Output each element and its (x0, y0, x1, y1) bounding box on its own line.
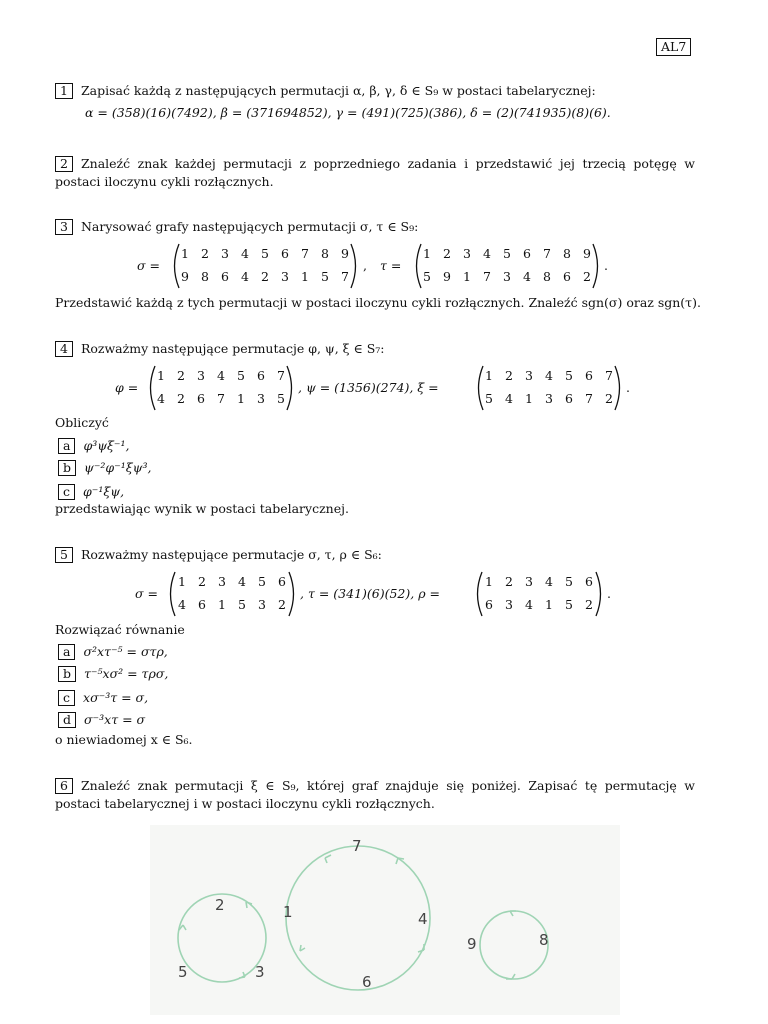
phi-matrix (146, 364, 296, 412)
problem-5-intro-text: Rozważmy następujące permutacje σ, τ, ρ ∈ S₆: (80, 547, 382, 562)
matrix-cell: 4 (157, 391, 165, 406)
matrix-cell: 5 (565, 574, 573, 589)
sigma-top-row (175, 246, 355, 261)
matrix-cell: 1 (178, 574, 186, 589)
item-b-expr: ψ⁻²φ⁻¹ξψ³, (84, 460, 152, 475)
item5-c-tag: c (58, 690, 75, 706)
matrix-cell: 6 (278, 574, 286, 589)
matrix-cell: 5 (321, 269, 329, 284)
item5-d-tag: d (58, 712, 76, 728)
problem-2-text: Znaleźć znak każdej permutacji z poprzedniego zadania i przedstawić jej trzecią potęgę w postaci iloczynu cykli rozłącznych. (55, 156, 695, 189)
sigma-label: σ = (137, 258, 160, 273)
item5-a-tag: a (58, 644, 75, 660)
problem-4-item-c (58, 484, 124, 500)
matrix-cell: 3 (258, 597, 266, 612)
matrix-cell: 1 (485, 574, 493, 589)
matrix-cell: 2 (278, 597, 286, 612)
sigma5-bottom-row (172, 597, 292, 612)
matrix-cell: 8 (321, 246, 329, 261)
problem-2 (55, 155, 695, 191)
matrix-cell: 2 (177, 391, 185, 406)
matrix-cell: 1 (218, 597, 226, 612)
matrix-cell: 2 (198, 574, 206, 589)
permutation-graph-figure (150, 825, 620, 1015)
rho-top-row (479, 574, 599, 589)
matrix-cell: 3 (525, 368, 533, 383)
cycle-circle-middle (286, 846, 430, 990)
matrix-cell: 6 (198, 597, 206, 612)
item5-a-expr: σ²xτ⁻⁵ = στρ, (83, 644, 168, 659)
matrix-cell: 5 (277, 391, 285, 406)
problem-6 (55, 777, 695, 813)
matrix-cell: 1 (545, 597, 553, 612)
xi-end: . (626, 380, 630, 395)
permutation-graph (150, 825, 620, 1015)
matrix-cell: 5 (565, 597, 573, 612)
matrix-cell: 5 (423, 269, 431, 284)
matrix-cell: 6 (197, 391, 205, 406)
problem-6-text: Znaleźć znak permutacji ξ ∈ S₉, której graf znajduje się poniżej. Zapisać tę permutację w postaci tabelarycznej i w postaci iloczynu cykli rozłącznych. (55, 778, 695, 811)
matrix-cell: 6 (585, 368, 593, 383)
matrix-cell: 2 (583, 269, 591, 284)
arrow-left-3 (239, 972, 245, 978)
matrix-cell: 1 (237, 391, 245, 406)
sigma5-matrix (166, 570, 298, 618)
tau-label: τ = (380, 258, 402, 273)
tau-bottom-row (417, 269, 597, 284)
item-a-tag: a (58, 438, 75, 454)
matrix-cell: 3 (197, 368, 205, 383)
matrix-cell: 7 (217, 391, 225, 406)
arrow-right-1 (510, 911, 516, 916)
matrix-cell: 1 (181, 246, 189, 261)
item-c-expr: φ⁻¹ξψ, (83, 484, 125, 499)
matrix-cell: 7 (301, 246, 309, 261)
node-label-1: 1 (283, 903, 293, 921)
matrix-cell: 9 (443, 269, 451, 284)
tau-top-row (417, 246, 597, 261)
xi-top-row (479, 368, 619, 383)
matrix-cell: 3 (218, 574, 226, 589)
matrix-cell: 5 (238, 597, 246, 612)
item-b-tag: b (58, 460, 76, 476)
matrix-cell: 9 (341, 246, 349, 261)
problem-5-item-a (58, 644, 168, 660)
item5-d-expr: σ⁻³xτ = σ (84, 712, 146, 727)
matrix-cell: 1 (485, 368, 493, 383)
matrix-cell: 5 (503, 246, 511, 261)
problem-5-number: 5 (55, 547, 73, 563)
matrix-cell: 8 (563, 246, 571, 261)
rho-bottom-row (479, 597, 599, 612)
matrix-cell: 1 (423, 246, 431, 261)
problem-1-intro-text: Zapisać każdą z następujących permutacji α, β, γ, δ ∈ S₉ w postaci tabelarycznej: (80, 83, 596, 98)
problem-5-item-c (58, 690, 148, 706)
matrix-cell: 4 (523, 269, 531, 284)
page-label: AL7 (656, 38, 691, 56)
tau-matrix (412, 242, 602, 290)
node-label-9: 9 (467, 935, 477, 953)
sigma-bottom-row (175, 269, 355, 284)
problem-5-intro (55, 547, 382, 563)
matrix-cell: 6 (565, 391, 573, 406)
item5-b-tag: b (58, 666, 76, 682)
matrix-cell: 1 (301, 269, 309, 284)
matrix-cell: 8 (543, 269, 551, 284)
matrix-cell: 1 (463, 269, 471, 284)
item-a-expr: φ³ψξ⁻¹, (83, 438, 130, 453)
item5-c-expr: xσ⁻³τ = σ, (83, 690, 149, 705)
node-label-8: 8 (539, 931, 549, 949)
matrix-cell: 3 (257, 391, 265, 406)
matrix-cell: 3 (221, 246, 229, 261)
node-label-6: 6 (362, 973, 372, 991)
matrix-cell: 3 (503, 269, 511, 284)
problem-6-number: 6 (55, 778, 73, 794)
matrix-cell: 1 (157, 368, 165, 383)
matrix-cell: 5 (485, 391, 493, 406)
matrix-cell: 4 (241, 269, 249, 284)
matrix-cell: 4 (238, 574, 246, 589)
problem-5-solve: Rozwiązać równanie (55, 622, 185, 637)
matrix-cell: 3 (281, 269, 289, 284)
matrix-cell: 5 (261, 246, 269, 261)
arrow-mid-1 (325, 855, 331, 863)
matrix-cell: 4 (241, 246, 249, 261)
matrix-cell: 5 (258, 574, 266, 589)
problem-3-number: 3 (55, 219, 73, 235)
matrix-cell: 2 (201, 246, 209, 261)
matrix-cell: 3 (505, 597, 513, 612)
rho-matrix (473, 570, 605, 618)
problem-4-number: 4 (55, 341, 73, 357)
problem-1-number: 1 (55, 83, 73, 99)
matrix-cell: 2 (505, 368, 513, 383)
problem-4-item-a (58, 438, 130, 454)
phi-bottom-row (151, 391, 291, 406)
phi-top-row (151, 368, 291, 383)
cycle-circle-right (480, 911, 548, 979)
problem-4-item-b (58, 460, 151, 476)
matrix-cell: 8 (201, 269, 209, 284)
matrix-cell: 4 (217, 368, 225, 383)
node-label-4: 4 (418, 910, 428, 928)
node-label-2: 2 (215, 896, 225, 914)
matrix-cell: 6 (523, 246, 531, 261)
item-c-tag: c (58, 484, 75, 500)
matrix-cell: 4 (483, 246, 491, 261)
problem-3-intro (55, 219, 418, 235)
matrix-cell: 2 (585, 597, 593, 612)
node-label-3: 3 (255, 963, 265, 981)
matrix-cell: 3 (545, 391, 553, 406)
arrow-mid-4 (300, 945, 305, 951)
matrix-cell: 7 (483, 269, 491, 284)
xi-bottom-row (479, 391, 619, 406)
problem-4-outro: przedstawiając wynik w postaci tabelarycznej. (55, 501, 349, 516)
item5-b-expr: τ⁻⁵xσ² = τρσ, (84, 666, 169, 681)
matrix-cell: 4 (545, 574, 553, 589)
node-label-5: 5 (178, 963, 188, 981)
problem-3-intro-text: Narysować grafy następujących permutacji σ, τ ∈ S₉: (80, 219, 419, 234)
matrix-cell: 3 (525, 574, 533, 589)
matrix-cell: 7 (605, 368, 613, 383)
tau-end: . (604, 258, 608, 273)
matrix-cell: 6 (257, 368, 265, 383)
matrix-cell: 2 (443, 246, 451, 261)
matrix-cell: 6 (485, 597, 493, 612)
sigma-sep: , (363, 258, 367, 273)
problem-5-outro: o niewiadomej x ∈ S₆. (55, 732, 193, 747)
xi-matrix (474, 364, 624, 412)
phi-label: φ = (115, 380, 139, 395)
matrix-cell: 6 (221, 269, 229, 284)
matrix-cell: 4 (178, 597, 186, 612)
matrix-cell: 7 (543, 246, 551, 261)
sigma5-label: σ = (135, 586, 158, 601)
matrix-cell: 7 (277, 368, 285, 383)
problem-5-item-b (58, 666, 168, 682)
problem-3-outro: Przedstawić każdą z tych permutacji w postaci iloczynu cykli rozłącznych. Znaleźć sgn(σ) oraz sgn(τ). (55, 295, 701, 310)
node-label-7: 7 (352, 837, 362, 855)
tau5-and-rho-label: , τ = (341)(6)(52), ρ = (300, 586, 441, 601)
problem-1-intro (55, 83, 596, 99)
matrix-cell: 9 (181, 269, 189, 284)
matrix-cell: 7 (585, 391, 593, 406)
matrix-cell: 2 (605, 391, 613, 406)
psi-and-xi-label: , ψ = (1356)(274), ξ = (298, 380, 439, 395)
matrix-cell: 4 (525, 597, 533, 612)
problem-4-compute: Obliczyć (55, 415, 109, 430)
sigma-matrix (170, 242, 360, 290)
matrix-cell: 3 (463, 246, 471, 261)
rho-end: . (607, 586, 611, 601)
matrix-cell: 7 (341, 269, 349, 284)
sigma5-top-row (172, 574, 292, 589)
matrix-cell: 4 (545, 368, 553, 383)
problem-2-number: 2 (55, 156, 73, 172)
matrix-cell: 9 (583, 246, 591, 261)
matrix-cell: 2 (261, 269, 269, 284)
matrix-cell: 6 (585, 574, 593, 589)
matrix-cell: 1 (525, 391, 533, 406)
problem-4-intro (55, 341, 385, 357)
matrix-cell: 2 (505, 574, 513, 589)
matrix-cell: 6 (563, 269, 571, 284)
problem-5-item-d (58, 712, 145, 728)
matrix-cell: 2 (177, 368, 185, 383)
matrix-cell: 6 (281, 246, 289, 261)
problem-4-intro-text: Rozważmy następujące permutacje φ, ψ, ξ ∈ S₇: (80, 341, 385, 356)
matrix-cell: 5 (237, 368, 245, 383)
matrix-cell: 4 (505, 391, 513, 406)
problem-1-formula: α = (358)(16)(7492), β = (371694852), γ = (491)(725)(386), δ = (2)(741935)(8)(6). (85, 105, 611, 120)
matrix-cell: 5 (565, 368, 573, 383)
